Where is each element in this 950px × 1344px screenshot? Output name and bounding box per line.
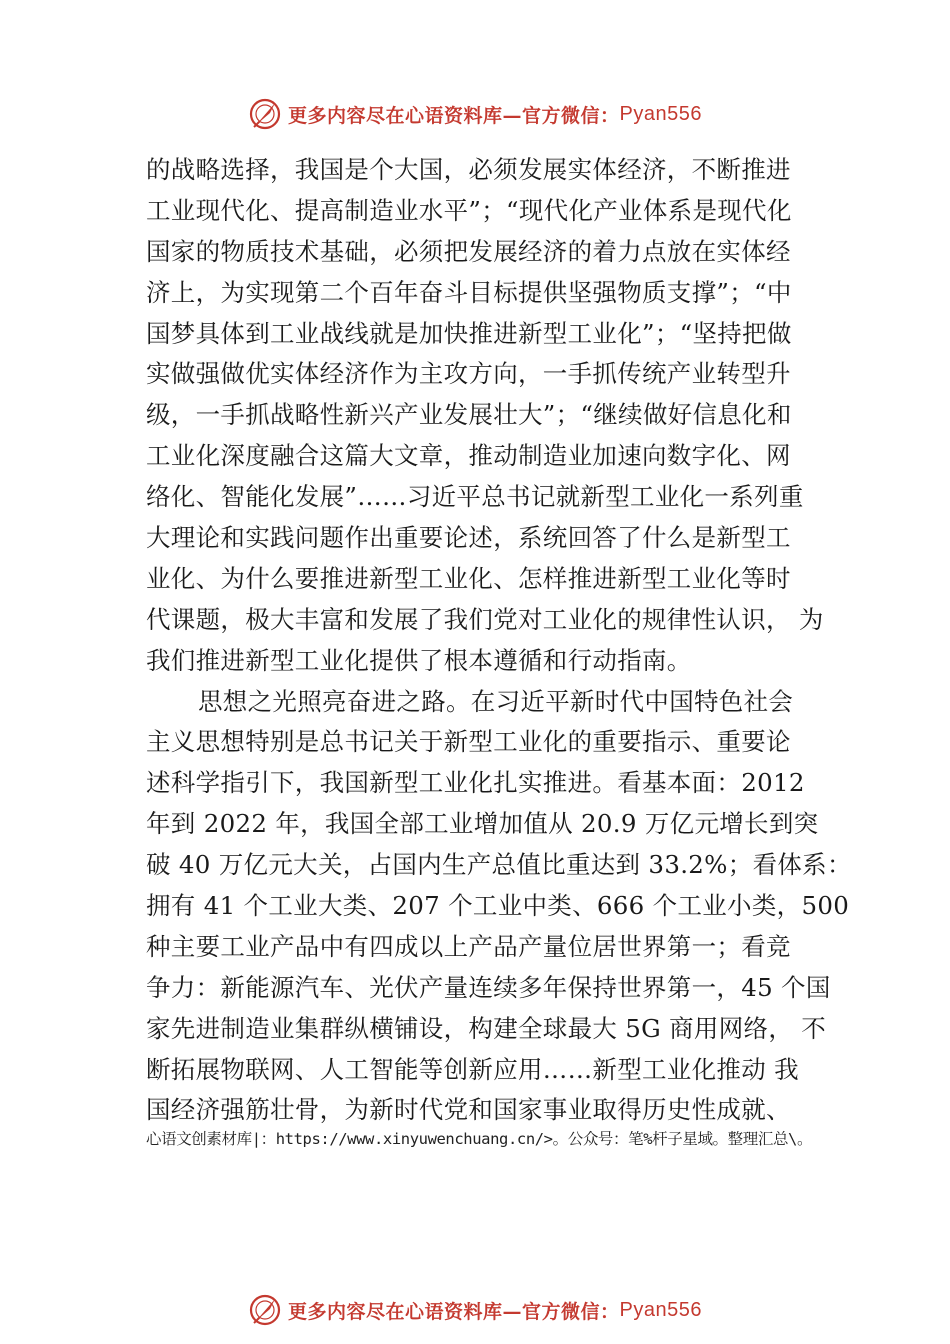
paragraph <box>146 150 831 682</box>
text-line: 我们推进新型工业化提供了根本遵循和行动指南。 <box>146 645 692 675</box>
text-line: 破 40 万亿元大关，占国内生产总值比重达到 33.2%；看体系： <box>146 850 852 880</box>
text-line: 拥有 41 个工业大类、207 个工业中类、666 个工业小类，500 <box>146 891 850 921</box>
text-line: 家先进制造业集群纵横铺设，构建全球最大 5G 商用网络， 不 <box>146 1013 827 1043</box>
header-banner <box>0 94 950 134</box>
text-line: 的战略选择，我国是个大国，必须发展实体经济，不断推进 <box>146 155 791 184</box>
text-line: 工业现代化、提高制造业水平”；“现代化产业体系是现代化 <box>146 195 792 225</box>
text-line: 级，一手抓战略性新兴产业发展壮大”；“继续做好信息化和 <box>146 400 792 430</box>
text-line: 络化、智能化发展”……习近平总书记就新型工业化一系列重 <box>146 482 804 512</box>
text-line: 主义思想特别是总书记关于新型工业化的重要指示、重要论 <box>146 727 791 757</box>
source-note: 心语文创素材库|：https://www.xinyuwenchuang.cn/>。公众号：笔%杆子星域。整理汇总\。 <box>146 1130 813 1148</box>
quill-logo-icon <box>248 1293 282 1327</box>
banner-wechat-handle: Pyan556 <box>619 1298 702 1321</box>
text-line: 国经济强筋壮骨，为新时代党和国家事业取得历史性成就、 <box>146 1095 791 1125</box>
article-body <box>146 150 852 1131</box>
text-line: 国梦具体到工业战线就是加快推进新型工业化”；“坚持把做 <box>146 318 792 348</box>
text-line: 种主要工业产品中有四成以上产品产量位居世界第一；看竞 <box>146 931 791 961</box>
text-line: 思想之光照亮奋进之路。在习近平新时代中国特色社会 <box>198 686 794 716</box>
banner-title: 更多内容尽在心语资料库—官方微信： <box>288 104 620 127</box>
text-line: 争力：新能源汽车、光伏产量连续多年保持世界第一，45 个国 <box>146 972 831 1002</box>
text-line: 大理论和实践问题作出重要论述，系统回答了什么是新型工 <box>146 523 791 553</box>
text-line: 济上，为实现第二个百年奋斗目标提供坚强物质支撑”；“中 <box>146 277 792 307</box>
quill-logo-icon <box>248 97 282 131</box>
text-line: 断拓展物联网、人工智能等创新应用……新型工业化推动 我 <box>146 1054 799 1084</box>
text-line: 工业化深度融合这篇大文章，推动制造业加速向数字化、网 <box>146 441 791 471</box>
paragraph <box>146 682 852 1132</box>
text-line: 国家的物质技术基础，必须把发展经济的着力点放在实体经 <box>146 236 791 266</box>
text-line: 实做强做优实体经济作为主攻方向，一手抓传统产业转型升 <box>146 359 791 389</box>
banner-wechat-handle: Pyan556 <box>619 102 702 125</box>
text-line: 代课题，极大丰富和发展了我们党对工业化的规律性认识， 为 <box>146 604 824 634</box>
text-line: 述科学指引下，我国新型工业化扎实推进。看基本面：2012 <box>146 768 805 798</box>
footer-banner <box>0 1290 950 1330</box>
banner-title: 更多内容尽在心语资料库—官方微信： <box>288 1300 620 1323</box>
text-line: 年到 2022 年，我国全部工业增加值从 20.9 万亿元增长到突 <box>146 809 819 839</box>
text-line: 业化、为什么要推进新型工业化、怎样推进新型工业化等时 <box>146 563 791 593</box>
